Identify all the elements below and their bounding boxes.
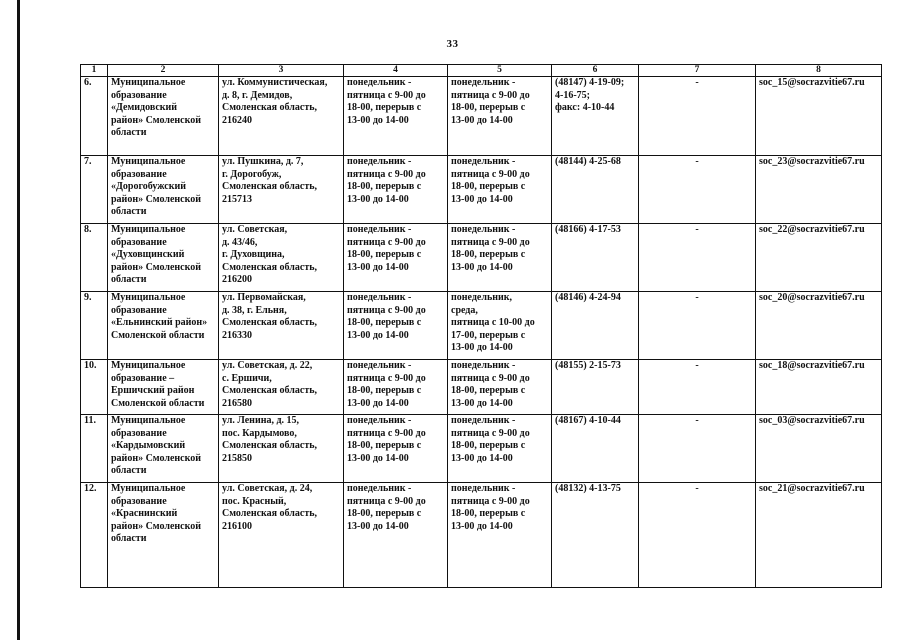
column-7-value: - [639, 483, 756, 588]
row-number: 8. [81, 224, 108, 292]
row-number: 7. [81, 156, 108, 224]
reception-hours: понедельник - пятница с 9-00 до 18-00, перерыв с 13-00 до 14-00 [451, 156, 530, 205]
column-7-value: - [639, 360, 756, 415]
table-row [81, 292, 882, 360]
column-7-value: - [639, 77, 756, 156]
email: soc_21@socrazvitie67.ru [756, 483, 882, 588]
column-header: 1 [81, 65, 108, 77]
column-7-value: - [639, 156, 756, 224]
reception-hours: понедельник - пятница с 9-00 до 18-00, перерыв с 13-00 до 14-00 [451, 224, 530, 273]
row-number: 9. [81, 292, 108, 360]
working-hours: понедельник - пятница с 9-00 до 18-00, перерыв с 13-00 до 14-00 [347, 156, 426, 205]
municipality-name: Муниципальное образование «Кардымовский район» Смоленской области [111, 415, 201, 477]
column-7-value: - [639, 224, 756, 292]
phone: (48144) 4-25-68 [555, 156, 621, 167]
phone: (48166) 4-17-53 [555, 224, 621, 235]
reception-hours: понедельник - пятница с 9-00 до 18-00, перерыв с 13-00 до 14-00 [451, 483, 530, 532]
address: ул. Первомайская, д. 38, г. Ельня, Смоленская область, 216330 [222, 292, 318, 341]
address: ул. Коммунистическая, д. 8, г. Демидов, Смоленская область, 216240 [222, 77, 328, 126]
page-edge-bar [17, 0, 20, 640]
institutions-table [80, 64, 882, 588]
email: soc_18@socrazvitie67.ru [756, 360, 882, 415]
table-row [81, 483, 882, 588]
address: ул. Ленина, д. 15, пос. Кардымово, Смоленская область, 215850 [222, 415, 318, 464]
working-hours: понедельник - пятница с 9-00 до 18-00, перерыв с 13-00 до 14-00 [347, 483, 426, 532]
address: ул. Советская, д. 22, с. Ершичи, Смоленская область, 216580 [222, 360, 318, 409]
municipality-name: Муниципальное образование «Ельнинский район» Смоленской области [111, 292, 208, 341]
row-number: 6. [81, 77, 108, 156]
address: ул. Пушкина, д. 7, г. Дорогобуж, Смоленская область, 215713 [222, 156, 318, 205]
column-header: 5 [448, 65, 552, 77]
working-hours: понедельник - пятница с 9-00 до 18-00, перерыв с 13-00 до 14-00 [347, 224, 426, 273]
phone: (48155) 2-15-73 [555, 360, 621, 371]
reception-hours: понедельник, среда, пятница с 10-00 до 17-00, перерыв с 13-00 до 14-00 [451, 292, 535, 354]
phone: (48146) 4-24-94 [555, 292, 621, 303]
table-row [81, 156, 882, 224]
email: soc_22@socrazvitie67.ru [756, 224, 882, 292]
column-header: 4 [344, 65, 448, 77]
working-hours: понедельник - пятница с 9-00 до 18-00, перерыв с 13-00 до 14-00 [347, 292, 426, 341]
column-header: 8 [756, 65, 882, 77]
column-header: 7 [639, 65, 756, 77]
phone: (48147) 4-19-09; 4-16-75; факс: 4-10-44 [555, 77, 625, 114]
working-hours: понедельник - пятница с 9-00 до 18-00, перерыв с 13-00 до 14-00 [347, 360, 426, 409]
header-row [81, 65, 882, 77]
table-row [81, 224, 882, 292]
column-7-value: - [639, 292, 756, 360]
phone: (48167) 4-10-44 [555, 415, 621, 426]
working-hours: понедельник - пятница с 9-00 до 18-00, перерыв с 13-00 до 14-00 [347, 77, 426, 126]
table-row [81, 360, 882, 415]
row-number: 10. [81, 360, 108, 415]
table-row [81, 415, 882, 483]
reception-hours: понедельник - пятница с 9-00 до 18-00, перерыв с 13-00 до 14-00 [451, 77, 530, 126]
address: ул. Советская, д. 43/46, г. Духовщина, Смоленская область, 216200 [222, 224, 318, 286]
page-number: 33 [446, 38, 459, 50]
reception-hours: понедельник - пятница с 9-00 до 18-00, перерыв с 13-00 до 14-00 [451, 360, 530, 409]
column-7-value: - [639, 415, 756, 483]
email: soc_03@socrazvitie67.ru [756, 415, 882, 483]
municipality-name: Муниципальное образование – Ершичский район Смоленской области [111, 360, 205, 409]
email: soc_20@socrazvitie67.ru [756, 292, 882, 360]
municipality-name: Муниципальное образование «Демидовский район» Смоленской области [111, 77, 201, 139]
municipality-name: Муниципальное образование «Дорогобужский район» Смоленской области [111, 156, 201, 218]
column-header: 3 [219, 65, 344, 77]
row-number: 12. [81, 483, 108, 588]
row-number: 11. [81, 415, 108, 483]
column-header: 2 [108, 65, 219, 77]
reception-hours: понедельник - пятница с 9-00 до 18-00, перерыв с 13-00 до 14-00 [451, 415, 530, 464]
email: soc_15@socrazvitie67.ru [756, 77, 882, 156]
column-header: 6 [552, 65, 639, 77]
phone: (48132) 4-13-75 [555, 483, 621, 494]
working-hours: понедельник - пятница с 9-00 до 18-00, перерыв с 13-00 до 14-00 [347, 415, 426, 464]
table-row [81, 77, 882, 156]
email: soc_23@socrazvitie67.ru [756, 156, 882, 224]
municipality-name: Муниципальное образование «Духовщинский район» Смоленской области [111, 224, 201, 286]
municipality-name: Муниципальное образование «Краснинский район» Смоленской области [111, 483, 201, 545]
address: ул. Советская, д. 24, пос. Красный, Смоленская область, 216100 [222, 483, 318, 532]
